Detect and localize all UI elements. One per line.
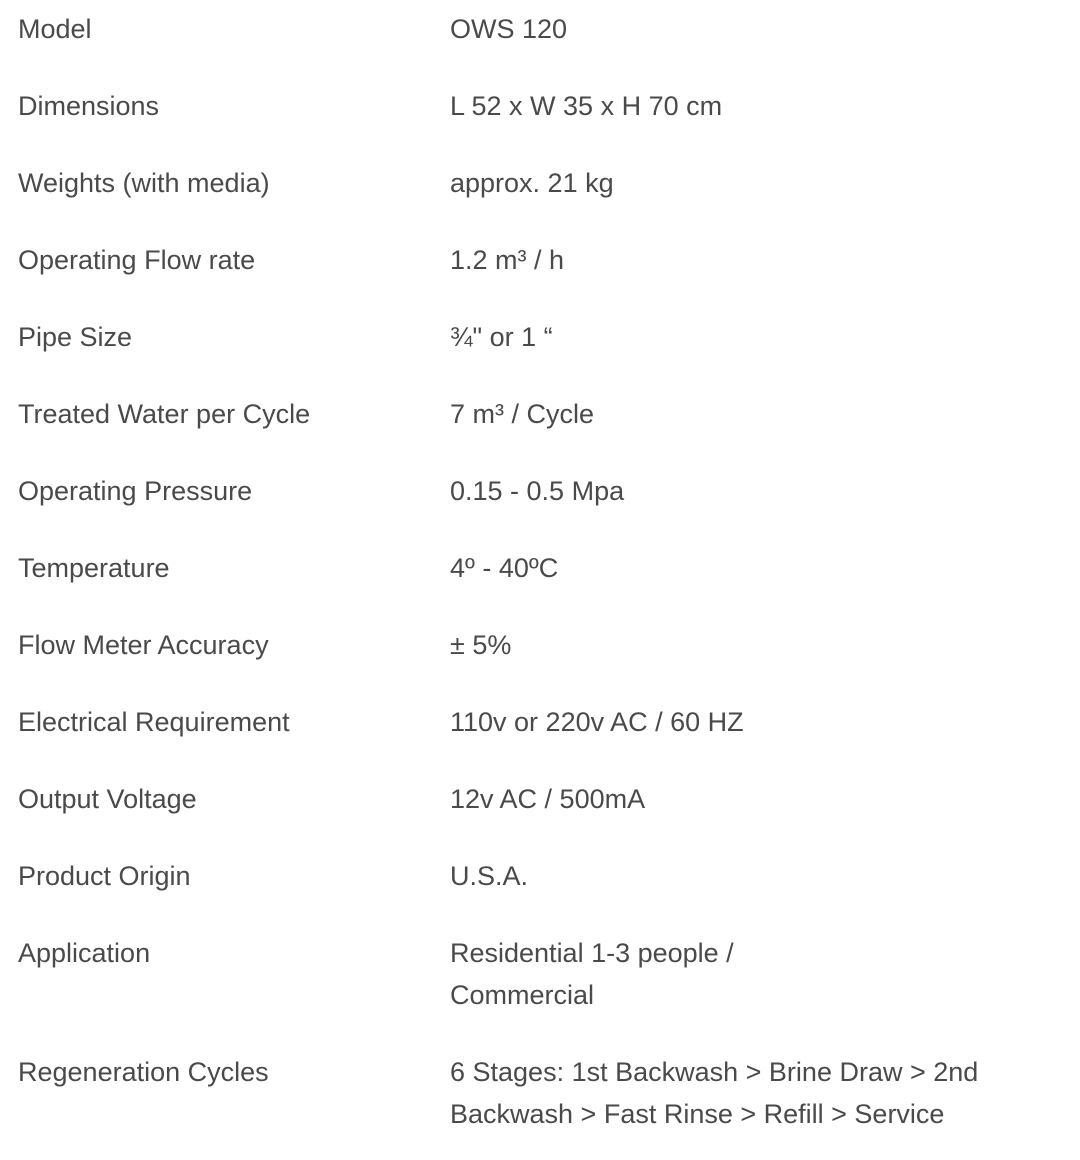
spec-value: U.S.A. <box>450 861 529 891</box>
spec-value-line: 6 Stages: 1st Backwash > Brine Draw > 2nd <box>450 1057 979 1087</box>
spec-value: approx. 21 kg <box>450 168 614 198</box>
spec-value: 1.2 m³ / h <box>450 245 565 275</box>
spec-label: Operating Flow rate <box>18 245 256 275</box>
spec-label: Regeneration Cycles <box>18 1057 269 1087</box>
spec-label: Product Origin <box>18 861 191 891</box>
spec-row-temperature <box>0 547 1080 589</box>
spec-row-flow-rate <box>0 239 1080 281</box>
spec-label: Operating Pressure <box>18 476 253 506</box>
spec-row-output-voltage <box>0 778 1080 820</box>
spec-label: Temperature <box>18 553 170 583</box>
spec-value-line: Backwash > Fast Rinse > Refill > Service <box>450 1099 945 1129</box>
spec-value: 4º - 40ºC <box>450 553 559 583</box>
spec-label: Dimensions <box>18 91 160 121</box>
spec-value <box>450 932 1030 1016</box>
spec-row-model <box>0 8 1080 50</box>
spec-label: Pipe Size <box>18 322 133 352</box>
spec-row-application <box>0 932 1080 1016</box>
spec-value: L 52 x W 35 x H 70 cm <box>450 91 723 121</box>
spec-label: Electrical Requirement <box>18 707 290 737</box>
spec-value: OWS 120 <box>450 14 568 44</box>
spec-row-dimensions <box>0 85 1080 127</box>
spec-row-pressure <box>0 470 1080 512</box>
spec-label: Weights (with media) <box>18 168 270 198</box>
spec-row-regeneration <box>0 1051 1080 1135</box>
spec-value: 7 m³ / Cycle <box>450 399 595 429</box>
spec-value: 12v AC / 500mA <box>450 784 646 814</box>
spec-row-origin <box>0 855 1080 897</box>
spec-row-pipe-size <box>0 316 1080 358</box>
spec-row-accuracy <box>0 624 1080 666</box>
spec-row-treated-water <box>0 393 1080 435</box>
spec-value: ¾" or 1 “ <box>450 322 553 352</box>
spec-value <box>450 1051 1030 1135</box>
spec-value-line: Residential 1-3 people / <box>450 938 734 968</box>
spec-row-electrical <box>0 701 1080 743</box>
spec-label: Application <box>18 938 151 968</box>
spec-label: Output Voltage <box>18 784 197 814</box>
spec-value-line: Commercial <box>450 980 595 1010</box>
spec-label: Flow Meter Accuracy <box>18 630 269 660</box>
spec-value: ± 5% <box>450 630 512 660</box>
spec-label: Model <box>18 14 92 44</box>
spec-value: 0.15 - 0.5 Mpa <box>450 476 625 506</box>
spec-label: Treated Water per Cycle <box>18 399 311 429</box>
spec-value: 110v or 220v AC / 60 HZ <box>450 707 744 737</box>
spec-row-weights <box>0 162 1080 204</box>
